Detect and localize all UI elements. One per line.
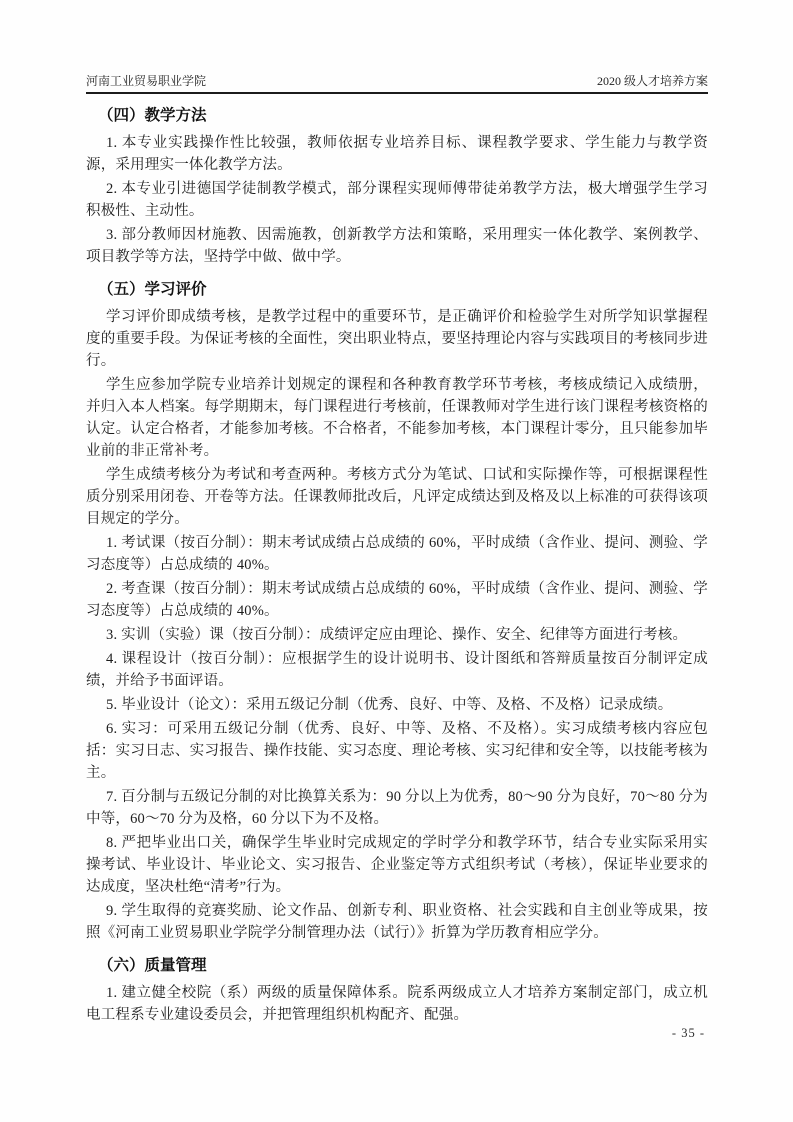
page-content	[86, 0, 708, 1028]
paragraph: 2. 考查课（按百分制）：期末考试成绩占总成绩的 60%，平时成绩（含作业、提问、测验、学习态度等）占总成绩的 40%。	[86, 581, 708, 619]
paragraph: 1. 本专业实践操作性比较强，教师依据专业培养目标、课程教学要求、学生能力与教学资源，采用理实一体化教学方法。	[86, 135, 708, 173]
header-plan-title: 2020 级人才培养方案	[596, 74, 708, 88]
paragraph: 1. 考试课（按百分制）：期末考试成绩占总成绩的 60%，平时成绩（含作业、提问、测验、学习态度等）占总成绩的 40%。	[86, 535, 708, 573]
paragraph: 9. 学生取得的竞赛奖励、论文作品、创新专利、职业资格、社会实践和自主创业等成果，按照《河南工业贸易职业学院学分制管理办法（试行）》折算为学历教育相应学分。	[86, 903, 708, 941]
paragraph: 学习评价即成绩考核，是教学过程中的重要环节，是正确评价和检验学生对所学知识掌握程度的重要手段。为保证考核的全面性，突出职业特点，要坚持理论内容与实践项目的考核同步进行。	[86, 309, 708, 369]
paragraph: 2. 本专业引进德国学徒制教学模式，部分课程实现师傅带徒弟教学方法，极大增强学生学习积极性、主动性。	[86, 181, 708, 219]
paragraph: 5. 毕业设计（论文）：采用五级记分制（优秀、良好、中等、及格、不及格）记录成绩。	[106, 697, 673, 713]
page-header	[86, 74, 708, 94]
paragraph: 7. 百分制与五级记分制的对比换算关系为：90 分以上为优秀，80～90 分为良好，70～80 分为中等，60～70 分为及格，60 分以下为不及格。	[86, 789, 708, 827]
paragraph: 学生应参加学院专业培养计划规定的课程和各种教育教学环节考核，考核成绩记入成绩册，并归入本人档案。每学期期末，每门课程进行考核前，任课教师对学生进行该门课程考核资格的认定。认定合格者，才能参加考核。不合格者，不能参加考核，本门课程计零分，且只能参加毕业前的非正常补考。	[86, 377, 708, 459]
paragraph: 1. 建立健全校院（系）两级的质量保障体系。院系两级成立人才培养方案制定部门，成立机电工程系专业建设委员会，并把管理组织机构配齐、配强。	[86, 985, 708, 1023]
paragraph: 8. 严把毕业出口关，确保学生毕业时完成规定的学时学分和教学环节，结合专业实际采用实操考试、毕业设计、毕业论文、实习报告、企业鉴定等方式组织考试（考核），保证毕业要求的达成度，坚决杜绝“清考”行为。	[86, 835, 708, 895]
paragraph: 3. 实训（实验）课（按百分制）：成绩评定应由理论、操作、安全、纪律等方面进行考核。	[106, 627, 688, 643]
page-number: - 35 -	[671, 1026, 705, 1040]
section-title-learning-evaluation: （五）学习评价	[98, 281, 207, 298]
paragraph: 4. 课程设计（按百分制）：应根据学生的设计说明书、设计图纸和答辩质量按百分制评定成绩，并给予书面评语。	[86, 651, 708, 689]
paragraph: 学生成绩考核分为考试和考查两种。考核方式分为笔试、口试和实际操作等，可根据课程性质分别采用闭卷、开卷等方法。任课教师批改后，凡评定成绩达到及格及以上标准的可获得该项目规定的学分。	[86, 467, 708, 527]
section-title-teaching-methods: （四）教学方法	[98, 107, 207, 124]
paragraph: 6. 实习：可采用五级记分制（优秀、良好、中等、及格、不及格）。实习成绩考核内容应包括：实习日志、实习报告、操作技能、实习态度、理论考核、实习纪律和安全等，以技能考核为主。	[86, 721, 708, 781]
paragraph: 3. 部分教师因材施教、因需施教，创新教学方法和策略，采用理实一体化教学、案例教学、项目教学等方法，坚持学中做、做中学。	[86, 227, 708, 265]
section-title-quality-management: （六）质量管理	[98, 957, 207, 974]
header-school-name: 河南工业贸易职业学院	[86, 74, 207, 88]
